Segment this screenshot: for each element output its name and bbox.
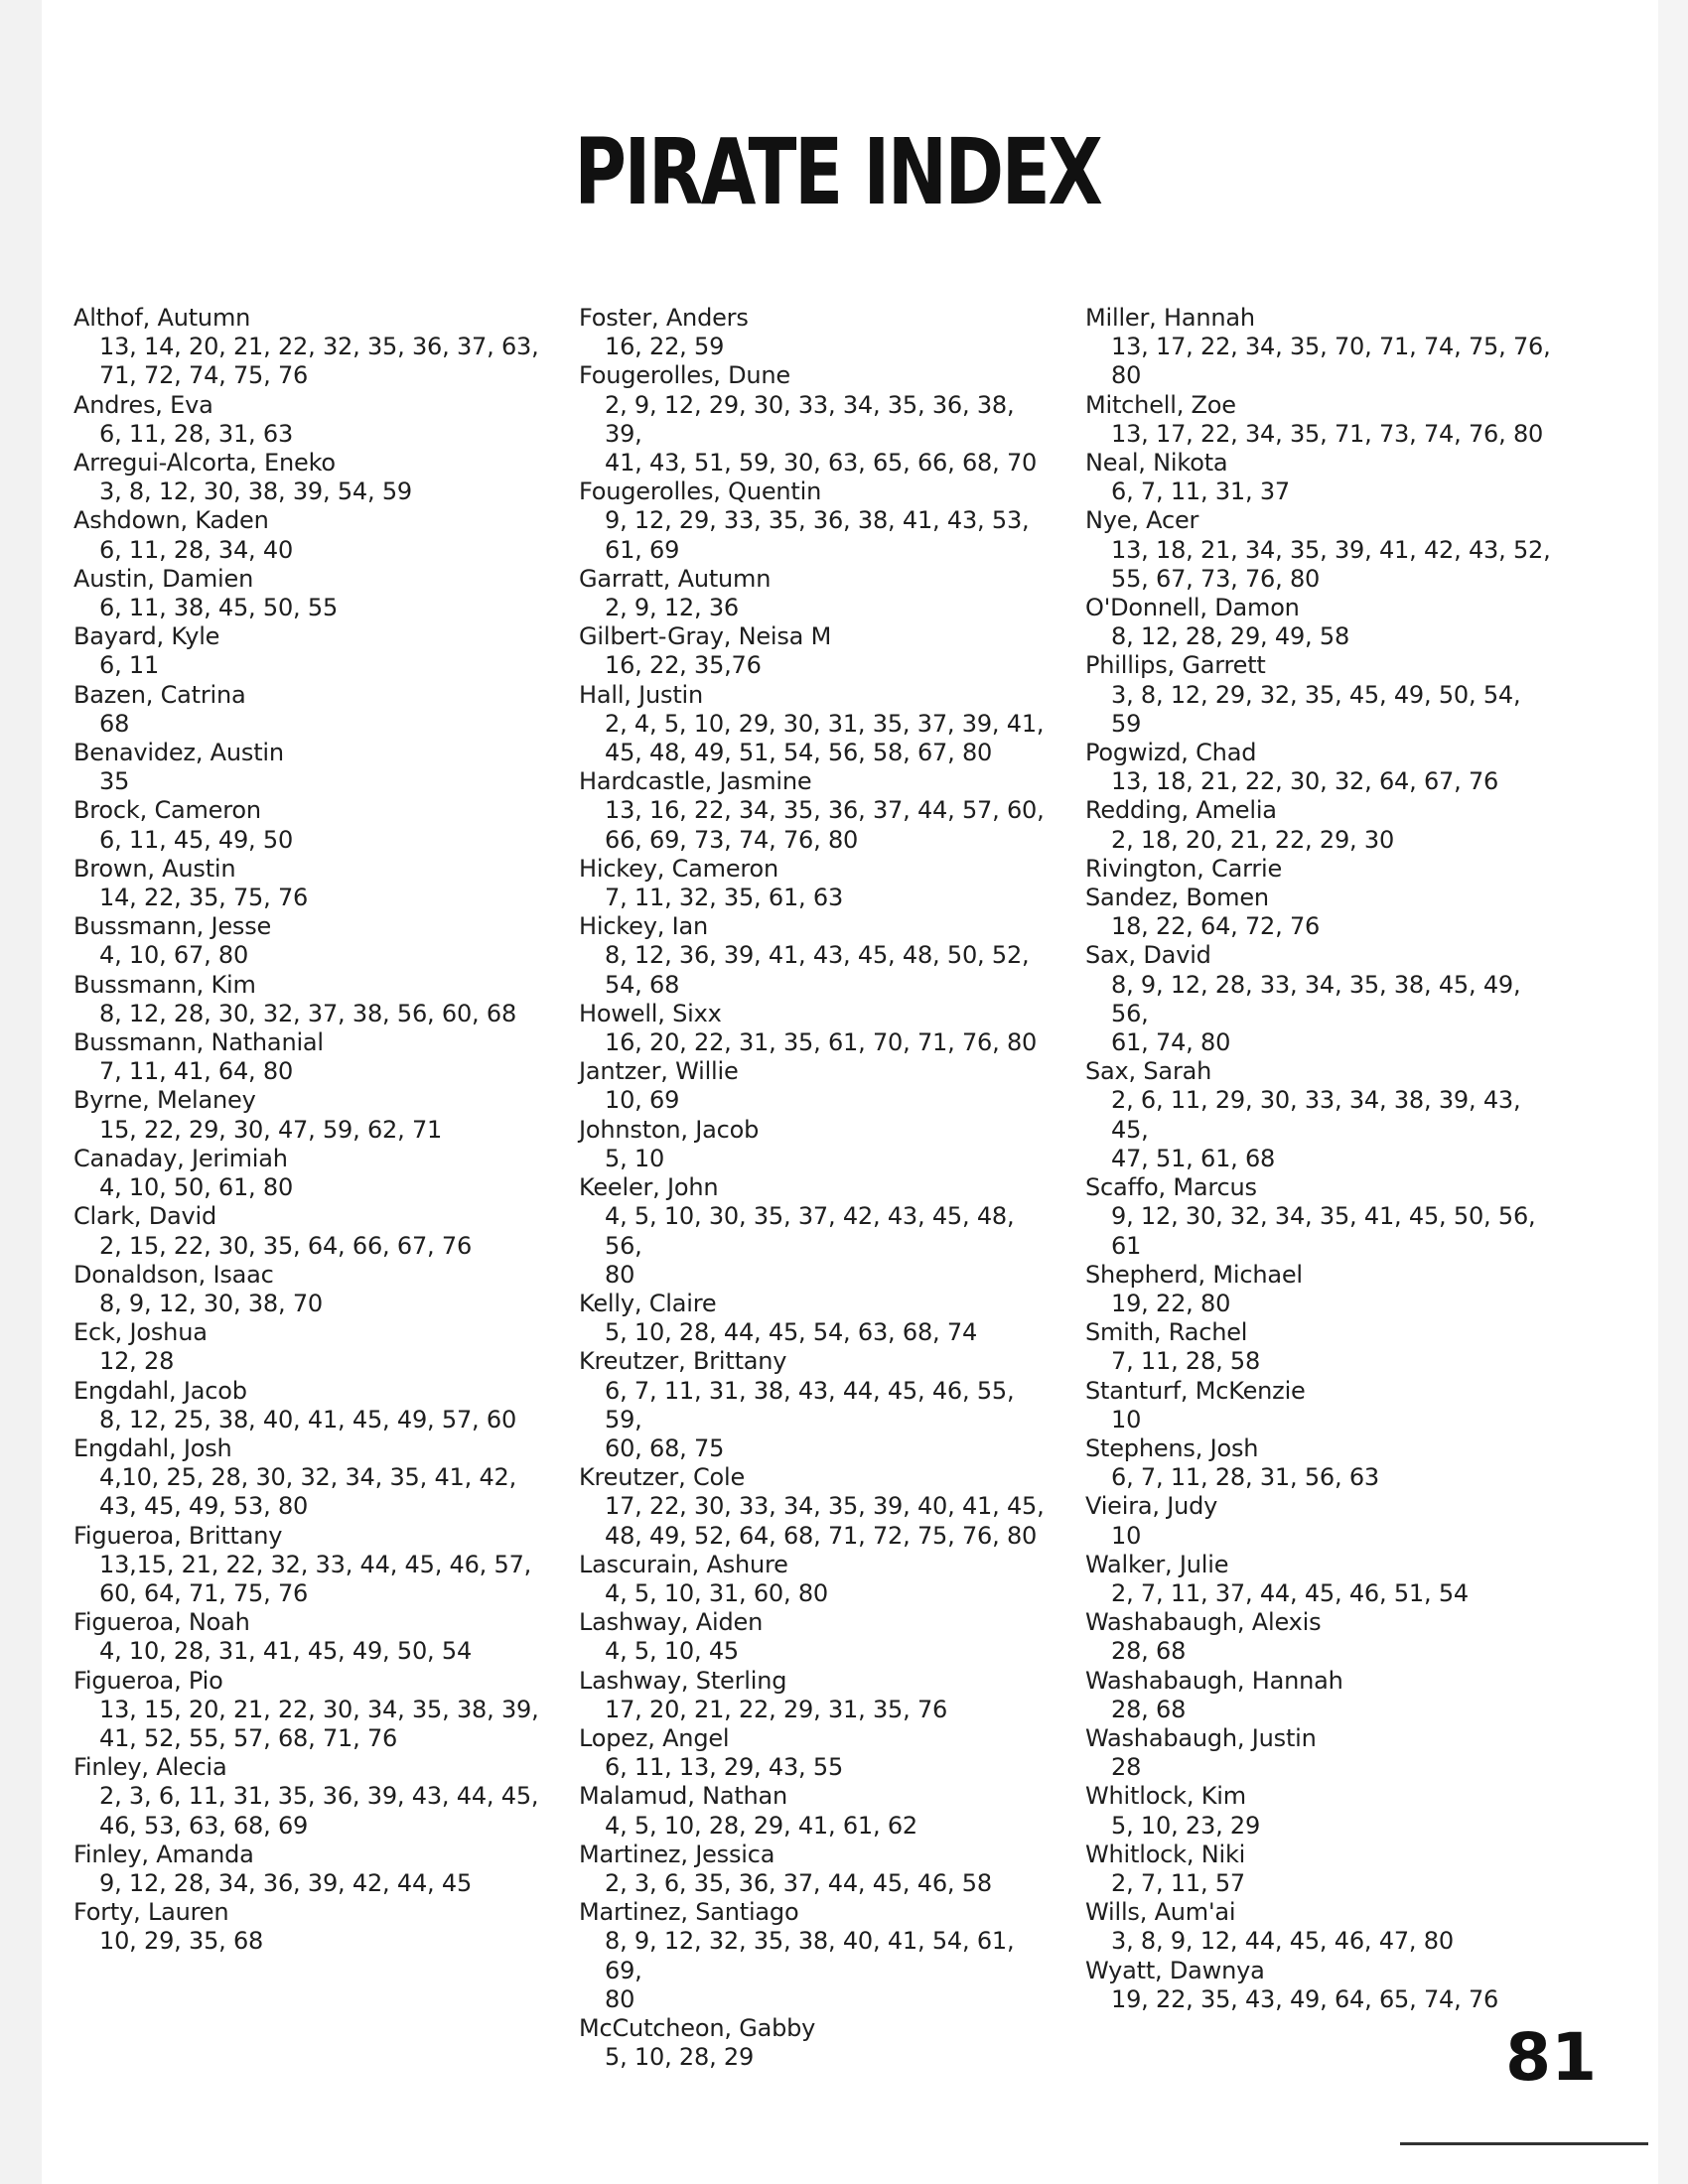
index-entry (73, 1318, 540, 1376)
entry-pages: 60, 64, 71, 75, 76 (99, 1578, 309, 1607)
entry-name: Althof, Autumn (73, 304, 251, 332)
entry-name: Garratt, Autumn (579, 564, 772, 593)
index-entry (579, 1116, 1046, 1173)
entry-pages: 2, 15, 22, 30, 35, 64, 66, 67, 76 (99, 1231, 473, 1260)
entry-name: Washabaugh, Justin (1085, 1723, 1317, 1752)
index-entry (1085, 1667, 1552, 1724)
index-entry (1085, 1898, 1552, 1956)
entry-name: Phillips, Garrett (1085, 651, 1266, 680)
entry-pages: 41, 52, 55, 57, 68, 71, 76 (99, 1723, 398, 1752)
entry-pages: 2, 18, 20, 21, 22, 29, 30 (1111, 825, 1395, 854)
entry-name: Pogwizd, Chad (1085, 739, 1257, 767)
index-entry (579, 1000, 1046, 1057)
entry-name: Shepherd, Michael (1085, 1260, 1303, 1289)
index-entry (73, 1434, 540, 1522)
index-entry (1085, 1608, 1552, 1666)
entry-name: Stephens, Josh (1085, 1433, 1259, 1462)
index-entry (1085, 1492, 1552, 1550)
entry-name: Hardcastle, Jasmine (579, 767, 812, 796)
entry-name: Rivington, Carrie (1085, 854, 1283, 883)
index-column-1 (73, 304, 540, 1957)
entry-pages: 9, 12, 30, 32, 34, 35, 41, 45, 50, 56, 61 (1111, 1202, 1536, 1260)
entry-name: Bussmann, Jesse (73, 912, 272, 941)
index-entry (1085, 1057, 1552, 1173)
entry-pages: 8, 9, 12, 32, 35, 38, 40, 41, 54, 61, 69, (605, 1927, 1015, 1984)
entry-name: Figueroa, Brittany (73, 1521, 283, 1550)
index-entry (73, 796, 540, 854)
entry-name: Bazen, Catrina (73, 680, 246, 709)
entry-name: Engdahl, Jacob (73, 1376, 247, 1405)
index-entry (73, 1667, 540, 1754)
entry-pages: 17, 20, 21, 22, 29, 31, 35, 76 (605, 1695, 948, 1723)
entry-name: Engdahl, Josh (73, 1433, 232, 1462)
entry-name: Redding, Amelia (1085, 796, 1277, 825)
entry-name: Smith, Rachel (1085, 1318, 1248, 1347)
entry-pages: 4, 10, 67, 80 (99, 941, 249, 970)
entry-pages: 5, 10 (605, 1144, 665, 1172)
entry-name: Sandez, Bomen (1085, 884, 1269, 912)
entry-name: Sax, Sarah (1085, 1057, 1212, 1086)
index-entry (1085, 1318, 1552, 1376)
entry-pages: 28 (1111, 1753, 1142, 1782)
index-entry (579, 1551, 1046, 1608)
entry-pages: 13, 14, 20, 21, 22, 32, 35, 36, 37, 63, (99, 333, 539, 361)
entry-pages: 2, 4, 5, 10, 29, 30, 31, 35, 37, 39, 41, (605, 709, 1045, 738)
entry-name: Whitlock, Niki (1085, 1840, 1246, 1868)
entry-pages: 2, 3, 6, 11, 31, 35, 36, 39, 43, 44, 45, (99, 1782, 539, 1811)
entry-pages: 66, 69, 73, 74, 76, 80 (605, 825, 859, 854)
entry-pages: 13, 17, 22, 34, 35, 70, 71, 74, 75, 76, (1111, 333, 1551, 361)
entry-pages: 10 (1111, 1405, 1142, 1433)
entry-name: Byrne, Melaney (73, 1086, 256, 1115)
index-entry (1085, 1957, 1552, 2014)
entry-pages: 19, 22, 80 (1111, 1289, 1231, 1317)
index-entry (579, 361, 1046, 478)
entry-name: Arregui-Alcorta, Eneko (73, 449, 336, 478)
entry-name: Martinez, Jessica (579, 1840, 775, 1868)
entry-pages: 13,15, 21, 22, 32, 33, 44, 45, 46, 57, (99, 1550, 532, 1578)
entry-name: Wills, Aum'ai (1085, 1898, 1236, 1927)
index-entry (579, 1667, 1046, 1724)
entry-pages: 43, 45, 49, 53, 80 (99, 1492, 309, 1521)
index-entry (1085, 391, 1552, 449)
entry-pages: 13, 15, 20, 21, 22, 30, 34, 35, 38, 39, (99, 1695, 539, 1723)
index-entry (73, 1028, 540, 1086)
entry-name: McCutcheon, Gabby (579, 2013, 816, 2042)
entry-name: Lashway, Aiden (579, 1608, 764, 1637)
index-entry (73, 304, 540, 391)
index-entry (73, 1202, 540, 1260)
index-entry (1085, 739, 1552, 796)
entry-name: Donaldson, Isaac (73, 1260, 274, 1289)
index-entry (1085, 1377, 1552, 1434)
entry-pages: 80 (1111, 361, 1142, 390)
entry-name: Jantzer, Willie (579, 1057, 739, 1086)
index-entry (73, 1753, 540, 1841)
index-entry (1085, 855, 1552, 884)
entry-pages: 6, 7, 11, 31, 38, 43, 44, 45, 46, 55, 59, (605, 1376, 1015, 1433)
entry-pages: 41, 43, 51, 59, 30, 63, 65, 66, 68, 70 (605, 449, 1038, 478)
entry-name: Eck, Joshua (73, 1318, 208, 1347)
entry-pages: 12, 28 (99, 1347, 175, 1376)
entry-pages: 5, 10, 28, 29 (605, 2043, 755, 2072)
index-entry (73, 565, 540, 622)
index-entry (579, 681, 1046, 768)
index-entry (1085, 796, 1552, 854)
entry-name: Malamud, Nathan (579, 1782, 788, 1811)
entry-pages: 68 (99, 709, 130, 738)
entry-pages: 18, 22, 64, 72, 76 (1111, 912, 1321, 941)
index-entry (73, 622, 540, 680)
entry-pages: 4, 5, 10, 31, 60, 80 (605, 1578, 828, 1607)
index-entry (579, 1290, 1046, 1347)
entry-pages: 4, 5, 10, 30, 35, 37, 42, 43, 45, 48, 56, (605, 1202, 1015, 1260)
index-entry (73, 739, 540, 796)
entry-pages: 4, 10, 50, 61, 80 (99, 1173, 294, 1202)
entry-pages: 35 (99, 767, 130, 796)
scan-edge-left (0, 0, 42, 2184)
entry-name: Finley, Alecia (73, 1753, 227, 1782)
index-entry (579, 1841, 1046, 1898)
index-entry (73, 912, 540, 970)
index-entry (73, 506, 540, 564)
entry-name: Figueroa, Noah (73, 1608, 250, 1637)
entry-name: Canaday, Jerimiah (73, 1144, 288, 1172)
entry-name: Lashway, Sterling (579, 1666, 787, 1695)
entry-name: Walker, Julie (1085, 1550, 1229, 1578)
entry-pages: 45, 48, 49, 51, 54, 56, 58, 67, 80 (605, 739, 993, 767)
index-entry (73, 1261, 540, 1318)
index-entry (1085, 449, 1552, 506)
index-entry (1085, 1173, 1552, 1261)
index-entry (579, 1608, 1046, 1666)
entry-name: O'Donnell, Damon (1085, 594, 1300, 622)
entry-pages: 6, 11, 28, 31, 63 (99, 419, 294, 448)
entry-name: Neal, Nikota (1085, 449, 1228, 478)
entry-pages: 55, 67, 73, 76, 80 (1111, 564, 1321, 593)
index-entry (73, 855, 540, 912)
entry-pages: 8, 9, 12, 30, 38, 70 (99, 1289, 323, 1317)
entry-pages: 10, 29, 35, 68 (99, 1927, 264, 1956)
entry-name: Hickey, Cameron (579, 854, 779, 883)
entry-pages: 6, 7, 11, 31, 37 (1111, 478, 1290, 506)
entry-pages: 28, 68 (1111, 1695, 1187, 1723)
entry-pages: 2, 9, 12, 36 (605, 594, 739, 622)
entry-name: Keeler, John (579, 1173, 719, 1202)
entry-pages: 13, 16, 22, 34, 35, 36, 37, 44, 57, 60, (605, 796, 1045, 825)
entry-name: Kelly, Claire (579, 1289, 717, 1317)
entry-name: Foster, Anders (579, 304, 749, 332)
index-entry (73, 1608, 540, 1666)
entry-pages: 19, 22, 35, 43, 49, 64, 65, 74, 76 (1111, 1984, 1499, 2013)
entry-pages: 13, 18, 21, 34, 35, 39, 41, 42, 43, 52, (1111, 535, 1551, 564)
entry-pages: 4, 5, 10, 45 (605, 1637, 739, 1666)
index-entry (579, 1898, 1046, 2014)
entry-pages: 54, 68 (605, 970, 680, 999)
entry-name: Kreutzer, Cole (579, 1463, 746, 1492)
entry-name: Hall, Justin (579, 680, 704, 709)
entry-pages: 7, 11, 28, 58 (1111, 1347, 1261, 1376)
index-entry (1085, 884, 1552, 941)
entry-name: Scaffo, Marcus (1085, 1173, 1257, 1202)
entry-pages: 71, 72, 74, 75, 76 (99, 361, 309, 390)
entry-pages: 8, 12, 36, 39, 41, 43, 45, 48, 50, 52, (605, 941, 1030, 970)
index-entry (1085, 941, 1552, 1057)
entry-pages: 13, 18, 21, 22, 30, 32, 64, 67, 76 (1111, 767, 1499, 796)
entry-name: Brown, Austin (73, 854, 236, 883)
index-entry (73, 1898, 540, 1956)
entry-pages: 6, 11, 28, 34, 40 (99, 535, 294, 564)
index-entry (1085, 506, 1552, 594)
entry-pages: 9, 12, 28, 34, 36, 39, 42, 44, 45 (99, 1868, 473, 1897)
page-number: 81 (1505, 2019, 1597, 2096)
index-entry (1085, 1841, 1552, 1898)
index-entry (579, 912, 1046, 1000)
entry-name: Mitchell, Zoe (1085, 390, 1236, 419)
entry-pages: 4,10, 25, 28, 30, 32, 34, 35, 41, 42, (99, 1463, 517, 1492)
entry-pages: 47, 51, 61, 68 (1111, 1144, 1276, 1172)
entry-name: Bussmann, Nathanial (73, 1028, 324, 1057)
entry-name: Kreutzer, Brittany (579, 1347, 787, 1376)
entry-name: Figueroa, Pio (73, 1666, 223, 1695)
entry-name: Sax, David (1085, 941, 1211, 970)
index-entry (73, 1841, 540, 1898)
entry-pages: 4, 5, 10, 28, 29, 41, 61, 62 (605, 1811, 917, 1840)
entry-pages: 6, 11 (99, 651, 160, 680)
scan-edge-right (1658, 0, 1688, 2184)
index-entry (579, 1173, 1046, 1290)
index-entry (1085, 1434, 1552, 1492)
entry-pages: 48, 49, 52, 64, 68, 71, 72, 75, 76, 80 (605, 1521, 1038, 1550)
entry-pages: 16, 20, 22, 31, 35, 61, 70, 71, 76, 80 (605, 1028, 1038, 1057)
entry-name: Hickey, Ian (579, 912, 708, 941)
entry-name: Martinez, Santiago (579, 1898, 799, 1927)
entry-pages: 2, 9, 12, 29, 30, 33, 34, 35, 36, 38, 39, (605, 390, 1015, 448)
entry-name: Stanturf, McKenzie (1085, 1376, 1306, 1405)
index-entry (579, 565, 1046, 622)
entry-pages: 6, 7, 11, 28, 31, 56, 63 (1111, 1463, 1379, 1492)
entry-name: Johnston, Jacob (579, 1115, 760, 1144)
index-entry (1085, 1261, 1552, 1318)
index-entry (579, 304, 1046, 361)
entry-name: Washabaugh, Alexis (1085, 1608, 1322, 1637)
entry-name: Lopez, Angel (579, 1723, 730, 1752)
index-entry (1085, 1724, 1552, 1782)
entry-pages: 8, 9, 12, 28, 33, 34, 35, 38, 45, 49, 56, (1111, 970, 1521, 1027)
entry-pages: 9, 12, 29, 33, 35, 36, 38, 41, 43, 53, (605, 506, 1030, 535)
entry-pages: 46, 53, 63, 68, 69 (99, 1811, 309, 1840)
footer-rule (1400, 2142, 1648, 2145)
index-entry (73, 1377, 540, 1434)
index-entry (579, 1463, 1046, 1551)
entry-pages: 3, 8, 12, 30, 38, 39, 54, 59 (99, 478, 412, 506)
entry-name: Bayard, Kyle (73, 622, 220, 651)
entry-pages: 10, 69 (605, 1086, 680, 1115)
entry-pages: 6, 11, 38, 45, 50, 55 (99, 594, 339, 622)
entry-pages: 3, 8, 12, 29, 32, 35, 45, 49, 50, 54, 59 (1111, 680, 1521, 738)
entry-name: Lascurain, Ashure (579, 1550, 788, 1578)
index-entry (579, 2014, 1046, 2072)
entry-pages: 8, 12, 28, 30, 32, 37, 38, 56, 60, 68 (99, 999, 517, 1027)
entry-name: Clark, David (73, 1202, 217, 1231)
index-entry (579, 1347, 1046, 1463)
entry-pages: 15, 22, 29, 30, 47, 59, 62, 71 (99, 1115, 443, 1144)
entry-pages: 80 (605, 1984, 635, 2013)
entry-name: Washabaugh, Hannah (1085, 1666, 1343, 1695)
entry-pages: 80 (605, 1260, 635, 1289)
entry-name: Ashdown, Kaden (73, 506, 269, 535)
index-entry (1085, 1782, 1552, 1840)
index-entry (73, 971, 540, 1028)
index-entry (579, 767, 1046, 855)
entry-name: Miller, Hannah (1085, 304, 1255, 332)
entry-pages: 13, 17, 22, 34, 35, 71, 73, 74, 76, 80 (1111, 419, 1544, 448)
index-entry (579, 1724, 1046, 1782)
entry-pages: 28, 68 (1111, 1637, 1187, 1666)
entry-pages: 16, 22, 35,76 (605, 651, 762, 680)
entry-pages: 2, 7, 11, 57 (1111, 1868, 1245, 1897)
entry-pages: 3, 8, 9, 12, 44, 45, 46, 47, 80 (1111, 1927, 1454, 1956)
entry-pages: 2, 3, 6, 35, 36, 37, 44, 45, 46, 58 (605, 1868, 992, 1897)
entry-pages: 10 (1111, 1521, 1142, 1550)
entry-pages: 8, 12, 25, 38, 40, 41, 45, 49, 57, 60 (99, 1405, 517, 1433)
entry-pages: 5, 10, 23, 29 (1111, 1811, 1261, 1840)
entry-pages: 17, 22, 30, 33, 34, 35, 39, 40, 41, 45, (605, 1492, 1045, 1521)
entry-name: Howell, Sixx (579, 999, 722, 1027)
index-entry (73, 1145, 540, 1202)
entry-pages: 5, 10, 28, 44, 45, 54, 63, 68, 74 (605, 1318, 978, 1347)
entry-name: Whitlock, Kim (1085, 1782, 1246, 1811)
index-column-3 (1085, 304, 1552, 2014)
entry-pages: 4, 10, 28, 31, 41, 45, 49, 50, 54 (99, 1637, 473, 1666)
entry-pages: 61, 69 (605, 535, 680, 564)
entry-name: Austin, Damien (73, 564, 254, 593)
entry-pages: 60, 68, 75 (605, 1433, 725, 1462)
index-entry (579, 1782, 1046, 1840)
index-entry (579, 1057, 1046, 1115)
index-entry (73, 681, 540, 739)
entry-pages: 2, 6, 11, 29, 30, 33, 34, 38, 39, 43, 45, (1111, 1086, 1521, 1144)
entry-pages: 14, 22, 35, 75, 76 (99, 884, 309, 912)
entry-pages: 61, 74, 80 (1111, 1028, 1231, 1057)
entry-pages: 7, 11, 32, 35, 61, 63 (605, 884, 844, 912)
entry-name: Brock, Cameron (73, 796, 261, 825)
entry-name: Andres, Eva (73, 390, 213, 419)
index-entry (1085, 304, 1552, 391)
index-entry (579, 855, 1046, 912)
page-title: PIRATE INDEX (574, 119, 1101, 225)
entry-name: Fougerolles, Quentin (579, 478, 822, 506)
entry-name: Bussmann, Kim (73, 970, 256, 999)
entry-name: Finley, Amanda (73, 1840, 254, 1868)
index-entry (73, 391, 540, 449)
entry-name: Nye, Acer (1085, 506, 1199, 535)
entry-name: Benavidez, Austin (73, 739, 284, 767)
index-entry (73, 1086, 540, 1144)
index-entry (1085, 651, 1552, 739)
index-entry (73, 1522, 540, 1609)
entry-pages: 16, 22, 59 (605, 333, 725, 361)
index-entry (73, 449, 540, 506)
entry-pages: 2, 7, 11, 37, 44, 45, 46, 51, 54 (1111, 1578, 1469, 1607)
entry-name: Gilbert-Gray, Neisa M (579, 622, 832, 651)
index-entry (1085, 594, 1552, 651)
index-entry (579, 478, 1046, 565)
entry-name: Fougerolles, Dune (579, 361, 790, 390)
entry-pages: 6, 11, 45, 49, 50 (99, 825, 294, 854)
entry-pages: 6, 11, 13, 29, 43, 55 (605, 1753, 844, 1782)
entry-name: Wyatt, Dawnya (1085, 1956, 1265, 1984)
index-entry (579, 622, 1046, 680)
index-entry (1085, 1551, 1552, 1608)
entry-name: Vieira, Judy (1085, 1492, 1218, 1521)
entry-pages: 8, 12, 28, 29, 49, 58 (1111, 622, 1350, 651)
index-column-2 (579, 304, 1046, 2072)
entry-pages: 7, 11, 41, 64, 80 (99, 1057, 294, 1086)
entry-name: Forty, Lauren (73, 1898, 229, 1927)
